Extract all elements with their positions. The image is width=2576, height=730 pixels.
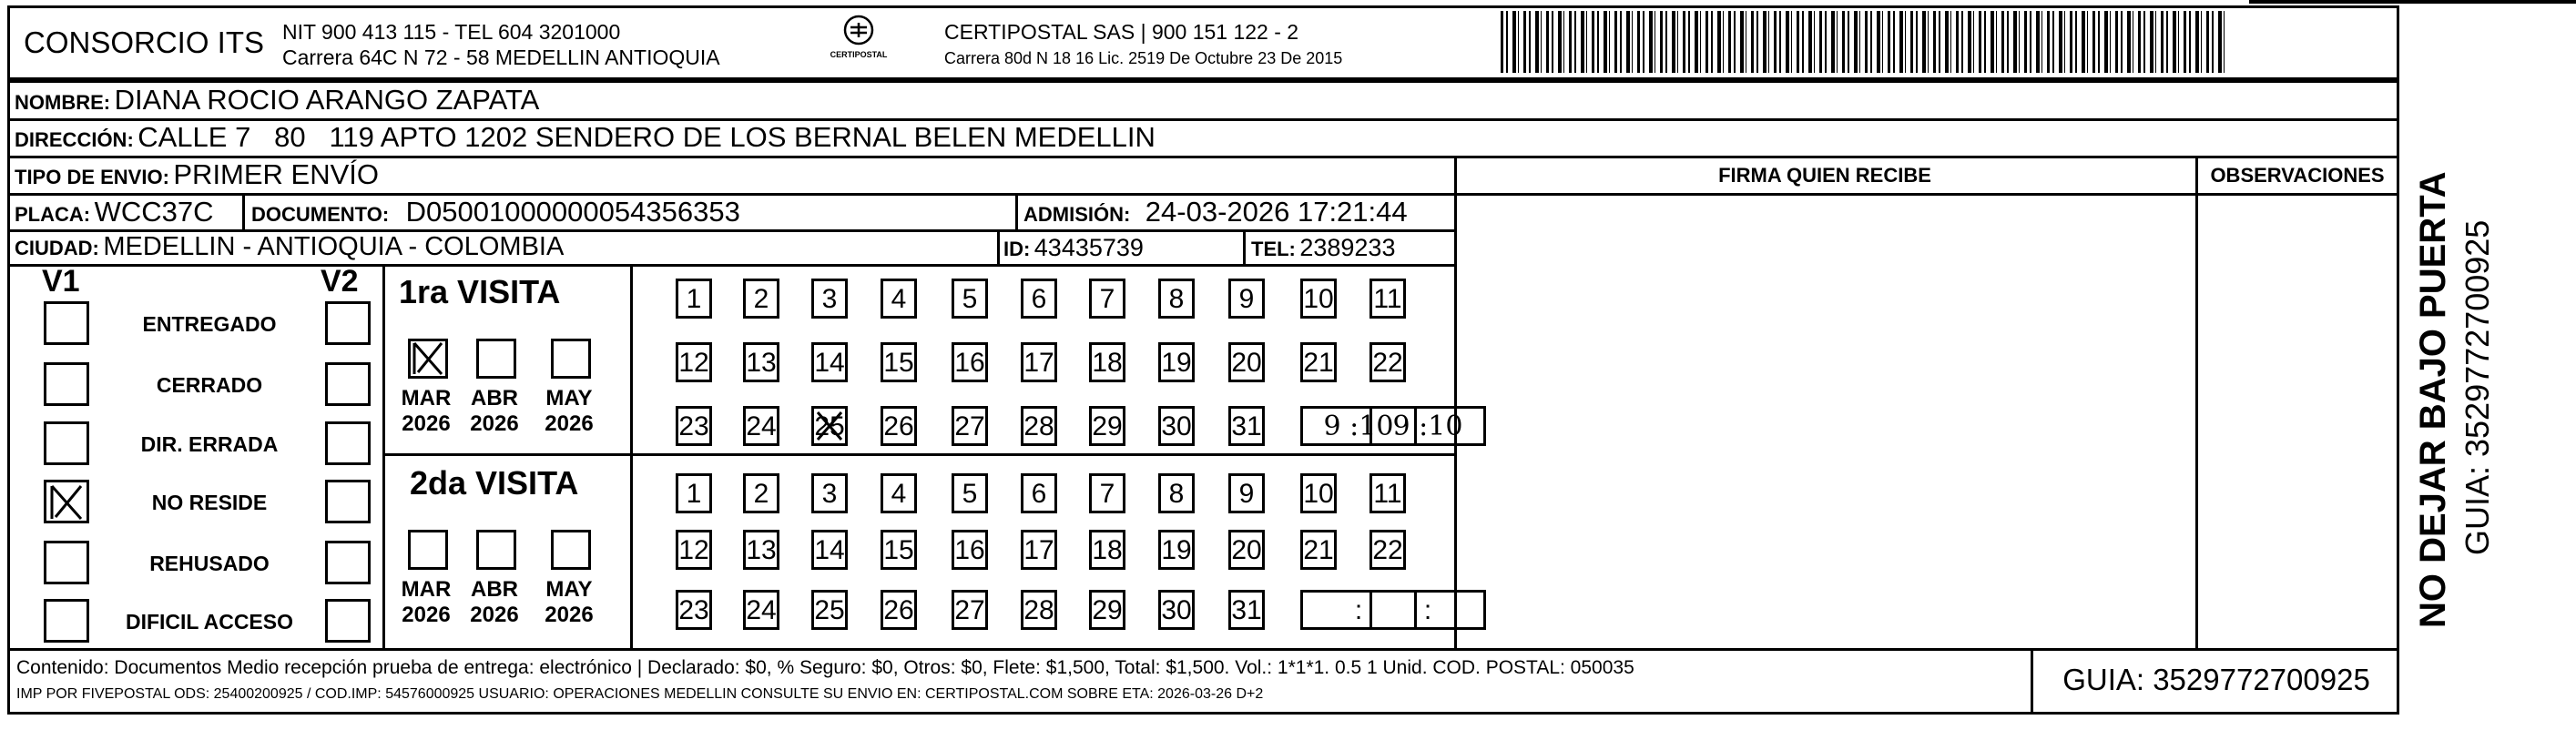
day-box[interactable]: 29 <box>1089 406 1125 446</box>
company-name: CONSORCIO ITS <box>24 25 265 59</box>
row-direccion <box>15 121 1156 154</box>
day-box[interactable]: 1 <box>676 473 712 513</box>
v2-header: V2 <box>321 264 359 299</box>
time-field[interactable]: : <box>1369 590 1486 630</box>
check-mark-icon <box>411 341 445 376</box>
month-label <box>542 577 596 628</box>
month-label <box>467 386 522 437</box>
day-box[interactable]: 5 <box>952 473 988 513</box>
month-year: 2026 <box>402 411 451 436</box>
day-box[interactable]: 9 <box>1228 473 1265 513</box>
day-box[interactable]: 21 <box>1300 342 1337 382</box>
day-box[interactable]: 26 <box>881 406 917 446</box>
month-year: 2026 <box>402 603 451 627</box>
day-box[interactable]: 25 <box>811 590 848 630</box>
day-box[interactable]: 13 <box>743 342 779 382</box>
day-box[interactable]: 16 <box>952 342 988 382</box>
month-name: MAR <box>401 577 452 602</box>
day-box[interactable]: 10 <box>1300 279 1337 319</box>
day-box[interactable]: 18 <box>1089 342 1125 382</box>
v1-checkbox[interactable] <box>44 541 89 584</box>
reason-label: ENTREGADO <box>142 312 277 336</box>
time-field[interactable]: 9 :10 <box>1369 406 1486 446</box>
v1-checkbox[interactable] <box>44 421 89 465</box>
day-box[interactable]: 27 <box>952 406 988 446</box>
documento-label: DOCUMENTO: <box>251 203 390 226</box>
v1-header: V1 <box>42 264 80 299</box>
day-box[interactable]: 14 <box>811 342 848 382</box>
admision-value: 24-03-2026 17:21:44 <box>1145 196 1408 228</box>
month-name: MAR <box>401 386 452 411</box>
day-box[interactable]: 21 <box>1300 530 1337 570</box>
day-box[interactable]: 12 <box>676 342 712 382</box>
footer-contenido: Contenido: Documentos Medio recepción prueba de entrega: electrónico | Declarado: $0, % Seguro: $0, Otros: $0, Flete: $1,500, Total: $1,500. Vol.: 1*1*1. 0.5 1 Unid. COD. POSTAL: 050035 <box>16 657 1634 678</box>
day-box[interactable]: 18 <box>1089 530 1125 570</box>
v1-checkbox[interactable] <box>44 599 89 643</box>
row-admision <box>1023 196 1408 228</box>
month-label <box>542 386 596 437</box>
company-address: Carrera 64C N 72 - 58 MEDELLIN ANTIOQUIA <box>282 46 720 69</box>
day-box[interactable]: 22 <box>1369 342 1406 382</box>
day-box[interactable]: 3 <box>811 279 848 319</box>
month-checkbox[interactable] <box>408 530 448 570</box>
placa-label: PLACA: <box>15 203 91 226</box>
month-label <box>467 577 522 628</box>
day-box[interactable]: 8 <box>1158 473 1195 513</box>
v2-checkbox[interactable] <box>325 480 371 523</box>
day-box[interactable]: 11 <box>1369 279 1406 319</box>
day-box[interactable]: 23 <box>676 590 712 630</box>
month-name: MAY <box>545 386 593 411</box>
month-year: 2026 <box>470 411 519 436</box>
day-box[interactable]: 17 <box>1021 530 1057 570</box>
tel-value: 2389233 <box>1299 234 1396 261</box>
day-box[interactable]: 31 <box>1228 406 1265 446</box>
day-box-marked[interactable]: 25 <box>811 406 848 446</box>
documento-value: D05001000000054356353 <box>405 196 740 228</box>
reason-label: NO RESIDE <box>151 491 268 514</box>
day-box[interactable]: 31 <box>1228 590 1265 630</box>
day-box[interactable]: 15 <box>881 530 917 570</box>
day-box[interactable]: 14 <box>811 530 848 570</box>
day-box[interactable]: 15 <box>881 342 917 382</box>
nombre-value: DIANA ROCIO ARANGO ZAPATA <box>114 84 540 116</box>
day-box[interactable]: 26 <box>881 590 917 630</box>
side-guia: GUIA: 3529772700925 <box>2459 219 2496 555</box>
check-mark-icon <box>46 482 87 521</box>
row-nombre <box>15 84 539 117</box>
direccion-value: CALLE 7 80 119 APTO 1202 SENDERO DE LOS BERNAL BELEN MEDELLIN <box>137 121 1156 153</box>
v1-checkbox[interactable] <box>44 301 89 345</box>
side-warning: NO DEJAR BAJO PUERTA <box>2413 171 2453 628</box>
month-checkbox[interactable] <box>476 530 516 570</box>
reason-label: DIR. ERRADA <box>140 432 279 456</box>
ciudad-value: MEDELLIN - ANTIOQUIA - COLOMBIA <box>103 232 565 261</box>
month-label <box>399 577 453 628</box>
month-name: ABR <box>471 577 518 602</box>
day-box[interactable]: 22 <box>1369 530 1406 570</box>
v1-checkbox[interactable] <box>44 480 89 523</box>
day-box[interactable]: 8 <box>1158 279 1195 319</box>
first-visit-title: 1ra VISITA <box>399 273 561 310</box>
certipostal-address: Carrera 80d N 18 16 Lic. 2519 De Octubre 23 De 2015 <box>944 49 1343 67</box>
reason-label: CERRADO <box>156 373 263 397</box>
observaciones-label: OBSERVACIONES <box>2210 164 2385 187</box>
v2-checkbox[interactable] <box>325 362 371 406</box>
month-checkbox[interactable] <box>551 339 591 379</box>
v1-checkbox[interactable] <box>44 362 89 406</box>
day-box[interactable]: 19 <box>1158 342 1195 382</box>
day-box[interactable]: 19 <box>1158 530 1195 570</box>
day-box[interactable]: 6 <box>1021 473 1057 513</box>
day-box[interactable]: 29 <box>1089 590 1125 630</box>
day-box[interactable]: 20 <box>1228 342 1265 382</box>
day-box[interactable]: 23 <box>676 406 712 446</box>
row-ciudad <box>15 232 564 262</box>
cross-mark-icon <box>814 409 845 453</box>
v2-checkbox[interactable] <box>325 541 371 584</box>
month-name: ABR <box>471 386 518 411</box>
month-label <box>399 386 453 437</box>
month-year: 2026 <box>470 603 519 627</box>
day-box[interactable]: 27 <box>952 590 988 630</box>
day-box[interactable]: 16 <box>952 530 988 570</box>
row-placa <box>15 196 213 228</box>
month-checkbox[interactable] <box>551 530 591 570</box>
placa-value: WCC37C <box>94 196 214 228</box>
day-box[interactable]: 13 <box>743 530 779 570</box>
nombre-label: NOMBRE: <box>15 91 111 114</box>
day-box[interactable]: 6 <box>1021 279 1057 319</box>
day-box[interactable]: 7 <box>1089 279 1125 319</box>
v2-checkbox[interactable] <box>325 301 371 345</box>
second-visit-title: 2da VISITA <box>410 464 579 502</box>
v2-checkbox[interactable] <box>325 599 371 643</box>
time-field[interactable]: 9 :10 <box>1300 406 1417 446</box>
day-box[interactable]: 20 <box>1228 530 1265 570</box>
day-box[interactable]: 30 <box>1158 406 1195 446</box>
day-box[interactable]: 7 <box>1089 473 1125 513</box>
month-checkbox[interactable] <box>476 339 516 379</box>
reason-label: DIFICIL ACCESO <box>125 610 293 634</box>
tel-label: TEL: <box>1251 238 1296 260</box>
day-box[interactable]: 12 <box>676 530 712 570</box>
row-documento <box>251 196 740 228</box>
reason-label: REHUSADO <box>149 552 270 575</box>
month-checkbox[interactable] <box>408 339 448 379</box>
tipo-value: PRIMER ENVÍO <box>173 158 380 190</box>
day-box[interactable]: 4 <box>881 279 917 319</box>
certipostal-name: CERTIPOSTAL SAS | 900 151 122 - 2 <box>944 20 1299 44</box>
footer-imp: IMP POR FIVEPOSTAL ODS: 25400200925 / COD.IMP: 54576000925 USUARIO: OPERACIONES MEDELLIN CONSULTE SU ENVIO EN: CERTIPOSTAL.COM SOBRE ETA: 2026-03-26 D+2 <box>16 686 1264 702</box>
id-value: 43435739 <box>1033 234 1144 261</box>
row-tel <box>1251 234 1395 262</box>
day-box[interactable]: 5 <box>952 279 988 319</box>
day-box[interactable]: 2 <box>743 279 779 319</box>
logo-text: CERTIPOSTAL <box>830 50 888 59</box>
id-label: ID: <box>1003 238 1031 260</box>
firma-label: FIRMA QUIEN RECIBE <box>1718 164 1931 187</box>
day-box[interactable]: 24 <box>743 590 779 630</box>
row-tipo <box>15 158 379 191</box>
day-box[interactable]: 10 <box>1300 473 1337 513</box>
day-box[interactable]: 24 <box>743 406 779 446</box>
day-box[interactable]: 28 <box>1021 590 1057 630</box>
row-id <box>1003 234 1144 262</box>
month-year: 2026 <box>545 411 594 436</box>
direccion-label: DIRECCIÓN: <box>15 128 134 151</box>
day-box[interactable]: 11 <box>1369 473 1406 513</box>
day-box[interactable]: 17 <box>1021 342 1057 382</box>
month-year: 2026 <box>545 603 594 627</box>
admision-label: ADMISIÓN: <box>1023 203 1131 226</box>
day-box[interactable]: 9 <box>1228 279 1265 319</box>
day-box[interactable]: 30 <box>1158 590 1195 630</box>
day-box[interactable]: 3 <box>811 473 848 513</box>
month-name: MAY <box>545 577 593 602</box>
v2-checkbox[interactable] <box>325 421 371 465</box>
footer-guia: GUIA: 3529772700925 <box>2062 663 2370 696</box>
ciudad-label: CIUDAD: <box>15 237 99 259</box>
day-box[interactable]: 4 <box>881 473 917 513</box>
nit-line: NIT 900 413 115 - TEL 604 3201000 <box>282 20 621 44</box>
day-box[interactable]: 1 <box>676 279 712 319</box>
day-box[interactable]: 2 <box>743 473 779 513</box>
header-box <box>7 5 2399 80</box>
tipo-label: TIPO DE ENVIO: <box>15 166 169 188</box>
time-field[interactable]: : <box>1300 590 1417 630</box>
day-box[interactable]: 28 <box>1021 406 1057 446</box>
